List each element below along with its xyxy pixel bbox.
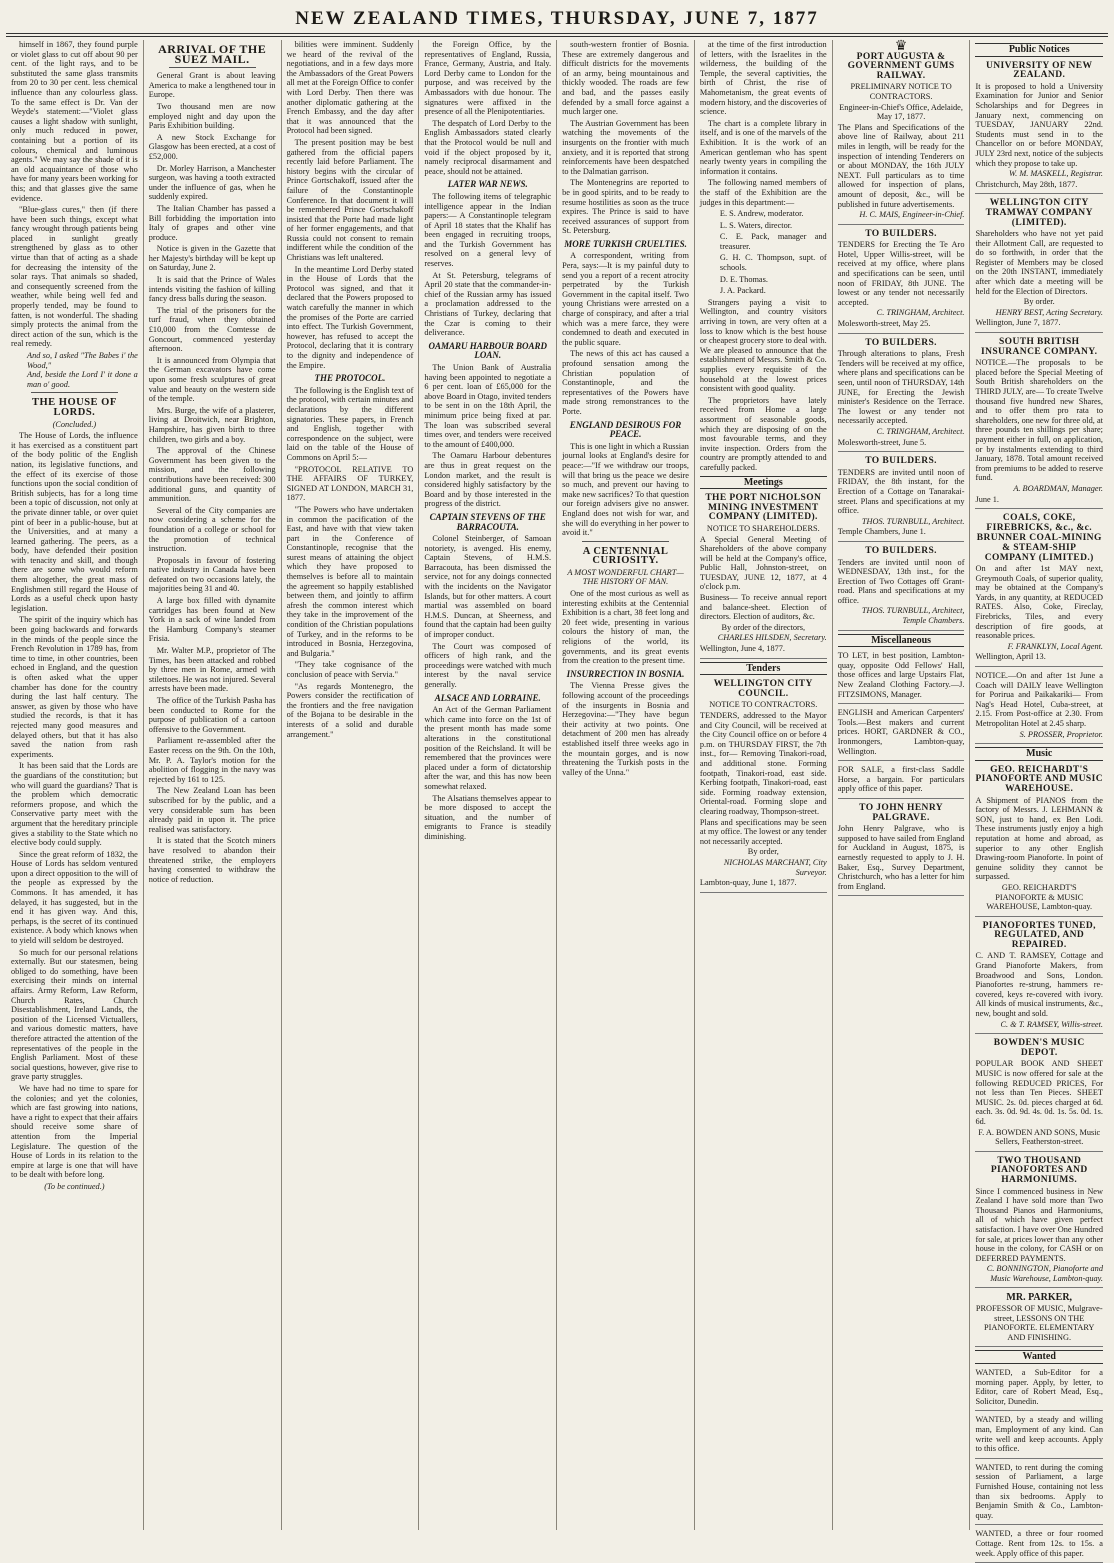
list-item: E. S. Andrew, moderator. — [719, 209, 804, 219]
ad-signature: GEO. REICHARDT'S PIANOFORTE & MUSIC WAREHOUSE, Lambton-quay. — [986, 882, 1093, 912]
article-paragraph: south-western frontier of Bosnia. These are extremely dangerous and difficult districts for the movements of an army, being mountainous and thickly wooded. The roads are few and bad, and the passes easily defended by a small force against a much larger one. — [562, 40, 689, 117]
ad-headline: TO BUILDERS. — [865, 456, 937, 467]
advertisement — [838, 544, 965, 631]
advertisement — [838, 706, 965, 761]
article-paragraph: We have had no time to spare for the colonies; and yet the colonies, which are fast growing into nations, have a right to expect that their affairs should receive some share of attention from the Imperial Legislature. The question of the House of Lords in its relation to the empire at large is one that will have to be dealt with before long. — [11, 1083, 138, 1180]
article-headline: CAPTAIN STEVENS OF THE BARRACOUTA. — [429, 511, 546, 532]
article-headline: THE HOUSE OF LORDS. — [32, 397, 117, 418]
article-paragraph: himself in 1867, they found purple or violet glass to cut off about 90 per cent. of the light rays, and to be substituted the same glass transmits from 20 to 30 per cent. less chemical influence than any colourless glass. To the same effect is Dr. Van der Weyde's statement:—"Violet glass causes a light shadow with sunlight, only much reduced in power, containing but a portion of its colours, chemical and luminous agents." We may say the shade of it is an old acquaintance of those who have for many years been working for this; and that glasses give the same evidence. — [11, 40, 138, 203]
advertisement — [838, 454, 965, 542]
ad-body: Since I commenced business in New Zealand I have sold more than Two Thousand Pianos and Harmoniums, all of which have given perfect satisfaction. I have over One Hundred for sale, at prices lower than any other house in the colony, for CASH or on DEFERRED PAYMENTS. — [975, 1186, 1103, 1263]
news-item: The New Zealand Loan has been subscribed for by the public, and a very considerable sum has been already paid in upon it. The price realised was satisfactory. — [148, 786, 276, 834]
article-paragraph: The following named members of the staff of the Exhibition are the judges in this department:— — [699, 178, 827, 207]
news-item: It is stated that the Scotch miners have resolved to abandon their threatened strike, the employers having consented to withdraw the notice of reduction. — [148, 836, 276, 884]
ad-body: It is proposed to hold a University Examination for Junior and Senior Scholarships and for Degrees in January next, commencing on TUESDAY, JANUARY 22nd. Students must send in to the Chancellor on or before MONDAY, JULY 23rd next, notice of the subjects which they propose to take up. — [975, 81, 1103, 168]
article-paragraph: Since the great reform of 1832, the House of Lords has seldom ventured upon a direct opposition to the will of the people as expressed by the Commons. It has amended, it has delayed, it has suggested, but in the end it has given way. And this, perhaps, is the secret of its continued existence. A body which knows when to yield will seldom be destroyed. — [11, 849, 138, 946]
ad-body: WANTED, by a steady and willing man, Employment of any kind. Can write well and keep accounts. Apply to this office. — [975, 1415, 1103, 1454]
advertisement — [838, 336, 965, 453]
advertisement — [700, 677, 827, 892]
ad-body: Shareholders who have not yet paid their Allotment Call, are requested to do so forthwith, in order that the Register of Members may be closed on the 20th INSTANT, immediately after which date a meeting will be held for the Election of Directors. — [975, 229, 1103, 296]
ad-headline: TO BUILDERS. — [865, 545, 937, 556]
ad-headline: MR. PARKER, — [1006, 1292, 1073, 1304]
article-paragraph: At St. Petersburg, telegrams of April 20 state that the commander-in-chief of the Russian army has issued a proclamation addressed to the Christians of Turkey, declaring that the Czar is coming to their deliverance. — [424, 270, 552, 338]
ad-body: C. AND T. RAMSEY, Cottage and Grand Pianoforte Makers, from Broadwood and Sons, London. Pianofortes re-strung, hammers re-covered, keys re-covered with ivory. All kinds of musical instruments, &c., new, bought and sold. — [975, 951, 1103, 1019]
ad-body: NOTICE.—On and after 1st June a Coach will DAILY leave Wellington for Porirua and Paikakariki— From Nag's Head Hotel, Cuba-street, at 2.15. From Post-office at 2.30. From Metropolitan Hotel at 2.45 sharp. — [975, 671, 1103, 728]
ad-date: Temple Chambers, June 1. — [837, 527, 926, 537]
news-item: It is announced from Olympia that the German excavators have come upon some fresh sculptures of great value and beauty on the western side of the temple. — [148, 355, 276, 404]
section-header-music: Music — [975, 747, 1103, 761]
advertisement — [975, 1290, 1103, 1347]
ad-signature: C. TRINGHAM, Architect. — [876, 426, 965, 436]
advertisement — [700, 491, 827, 659]
article-paragraph: bilities were imminent. Suddenly we heard of the revival of the negotiations, and in a few days more the Ambassadors of the Great Powers all met at the Foreign Office to confer with Lord Derby. Then there was another diplomatic gathering at the French Embassy, and the day after that it was announced that the Protocol had been signed. — [286, 40, 414, 136]
divider — [582, 541, 669, 542]
ad-body: The Plans and Specifications of the above line of Railway, about 211 miles in length, will be ready for the inspection of intending Tenderers on or about MONDAY, the 16th JULY NEXT. Full particulars as to time allowed for inspection of plans, amount of deposit, &c., will be published in future advertisements. — [837, 122, 965, 209]
article-paragraph: The chart is a complete library in itself, and is one of the marvels of the Exhibition. It is the work of an American gentleman who has spent nearly twenty years in compiling the information it contains. — [699, 118, 827, 176]
article-paragraph: One of the most curious as well as interesting exhibits at the Centennial Exhibition is a chart, 38 feet long and 20 feet wide, presenting in various colours the history of man, the religions of the world, its governments, and its great events from the creation to the present time. — [562, 589, 689, 666]
column-8 — [970, 40, 1108, 1558]
article-paragraph: An Act of the German Parliament which came into force on the 1st of the present month has made some alterations in the constitutional position of the Reichsland. It will be remembered that the provinces were placed under a form of dictatorship after the war, and this has now been somewhat relaxed. — [424, 705, 552, 791]
news-item: Mrs. Burge, the wife of a plasterer, living at Droitwich, near Brighton, Hampshire, has given birth to three children, two girls and a boy. — [148, 405, 276, 444]
article-paragraph: "Blue-glass cures," then (if there have been such things, except what fancy wrought through patients being placed in sunlight greatly strengthened by glass as to other virtue than that of acting as a shade for decreasing the intensity of the solar rays. That animals so shaded, and consequently screened from the weather, while being well fed and properly tended, may be found to fatten, is not wonderful. The shading simply protects the animal from the direct action of the sun, which is the real remedy. — [11, 205, 138, 349]
ad-headline: COALS, COKE, FIREBRICKS, &c., &c. — [986, 513, 1093, 533]
news-item: General Grant is about leaving America to make a lengthened tour in Europe. — [148, 71, 276, 100]
article-headline: ENGLAND DESIROUS FOR PEACE. — [569, 419, 682, 440]
ad-body: Through alterations to plans, Fresh Tenders will be received at my office, where plans and specifications can be seen, until noon of THURSDAY, 14th JUNE, for Erecting the Jewish minister's Residence on the Terrace. The lowest or any tender not necessarily accepted. — [837, 349, 965, 426]
section-header-tenders: Tenders — [700, 662, 827, 676]
section-header-meetings: Meetings — [700, 476, 827, 490]
advertisement — [838, 227, 965, 334]
advertisement — [838, 763, 965, 799]
ad-signature: CHARLES HILSDEN, Secretary. — [717, 633, 827, 643]
list-item: G. H. C. Thompson, supt. of schools. — [719, 253, 827, 273]
ad-signature: C. BONNINGTON, Pianoforte and Music Warehouse, Lambton-quay. — [986, 1264, 1103, 1283]
advertisement — [975, 1413, 1103, 1458]
ad-date: Molesworth-street, June 5. — [837, 437, 927, 447]
news-item: The trial of the prisoners for the turf fraud, when they obtained £10,000 from the Comtesse de Goncourt, commenced yesterday afternoon. — [148, 305, 276, 354]
section-header-public-notices: Public Notices — [975, 43, 1103, 57]
article-paragraph: at the time of the first introduction of letters, with the Israelites in the wilderness, the building of the Temple, the several captivities, the birth of Christ, the rise of Mahometanism, the great events of modern history, and the discoveries of science. — [699, 40, 827, 117]
ad-body: Plans and specifications may be seen at my office. The lowest or any tender not necessarily accepted. — [699, 817, 827, 846]
advertisement — [975, 763, 1103, 917]
ad-date: Molesworth-street, May 25. — [837, 319, 931, 329]
ad-body: WANTED, to rent during the coming session of Parliament, a large Furnished House, containing not less than six bedrooms. Apply to Benjamin Smith & Co., Lambton-quay. — [975, 1462, 1103, 1520]
ad-signature: C. & T. RAMSEY, Willis-street. — [1000, 1019, 1103, 1029]
ad-body: WANTED, a three or four roomed Cottage. Rent from 12s. to 15s. a week. Apply office of this paper. — [975, 1529, 1103, 1558]
advertisement — [975, 196, 1103, 333]
advertisement — [838, 801, 965, 896]
masthead-rule-double — [6, 36, 1108, 37]
ad-headline: WELLINGTON CITY TRAMWAY COMPANY (LIMITED). — [985, 198, 1093, 228]
article-subhead: A MOST WONDERFUL CHART—THE HISTORY OF MAN. — [567, 567, 684, 587]
column-7 — [833, 40, 971, 1530]
ad-body: ENGLISH and American Carpenters' Tools.—Best makers and current prices. HORT, GARDNER & CO., Ironmongers, Lambton-quay, Wellington. — [837, 708, 965, 756]
list-item: J. A. Packard. — [719, 286, 766, 296]
ad-date: Wellington, June 4, 1877. — [699, 644, 785, 654]
news-item: Notice is given in the Gazette that her Majesty's birthday will be kept up on Saturday, June 2. — [148, 244, 276, 273]
column-2 — [144, 40, 282, 1530]
ad-body: On and after 1st MAY next, Greymouth Coals, of superior quality, may be obtained at the Company's Yards, in any quantity, at REDUCED RATES. Also, Coke, Fireclay, Firebricks, Tiles, and every description of fire goods, at reasonable prices. — [975, 564, 1103, 641]
ad-order: By order of the directors, — [721, 622, 806, 632]
ad-signature: THOS. TURNBULL, Architect, Temple Chambers. — [861, 606, 965, 626]
advertisement — [975, 511, 1103, 667]
ad-headline: GEO. REICHARDT'S PIANOFORTE AND MUSIC WAREHOUSE. — [975, 764, 1103, 794]
article-paragraph: "PROTOCOL RELATIVE TO THE AFFAIRS OF TURKEY, SIGNED AT LONDON, MARCH 31, 1877. — [286, 464, 414, 503]
news-item: The approval of the Chinese Government has been given to the mission, and the following contributions have been received: 300 additional guns, and quantity of ammunition. — [148, 446, 276, 504]
section-header-wanted: Wanted — [975, 1350, 1103, 1364]
list-item: D. E. Thomas. — [719, 274, 768, 284]
advertisement — [975, 1366, 1103, 1411]
ad-body: Business— To receive annual report and balance-sheet. Election of directors. Election of auditors, &c. — [699, 593, 827, 622]
columns — [6, 39, 1108, 1558]
news-item: Dr. Morley Harrison, a Manchester surgeon, was having a tooth extracted under the influence of gas, when he suddenly expired. — [148, 163, 276, 202]
news-item: A large box filled with dynamite cartridges has been found at New York in a sack of wine landed from the Hamburg Company's steamer Frisia. — [148, 596, 276, 644]
ad-headline: TO BUILDERS. — [865, 228, 937, 239]
divider — [169, 67, 256, 68]
ad-signature: C. TRINGHAM, Architect. — [876, 308, 965, 318]
advertisement — [838, 649, 965, 704]
ad-signature: F. A. BOWDEN AND SONS, Music Sellers, Featherston-street. — [978, 1127, 1101, 1147]
ad-headline: UNIVERSITY OF NEW ZEALAND. — [986, 60, 1093, 81]
advertisement — [975, 1154, 1103, 1289]
advertisement — [975, 919, 1103, 1035]
ad-body: John Henry Palgrave, who is supposed to have sailed from England for Auckland in August, 1875, is earnestly requested to apply to J. H. Baker, Esq., Survey Department, Christchurch, who has a letter for him from England. — [837, 824, 965, 891]
ad-body: WANTED, a Sub-Editor for a morning paper. Apply, by letter, to Editor, care of Robert Mead, Esq., Solicitor, Dunedin. — [975, 1368, 1103, 1406]
ad-date: Wellington, April 13. — [975, 652, 1046, 662]
ad-signature: F. FRANKLYN, Local Agent. — [1007, 641, 1103, 651]
column-3 — [282, 40, 420, 1530]
article-paragraph: In the meantime Lord Derby stated in the House of Lords that the Protocol was signed, and that it declared that the Powers proposed to watch carefully the manner in which the promises of the Porte are carried into effect. The Turkish Government, however, has refused to accept the Protocol, declaring that it is contrary to the dignity and independence of the Empire. — [286, 264, 414, 370]
ad-headline: PORT AUGUSTA & GOVERNMENT GUMS RAILWAY. — [847, 51, 955, 81]
ad-date: June 1. — [975, 494, 999, 504]
ad-body: A Special General Meeting of Shareholders of the above company will be held at the Company's office, Public Hall, Johnston-street, on TUESDAY, JUNE 12, 1877, at 4 o'clock p.m. — [699, 534, 827, 592]
column-5 — [557, 40, 695, 1530]
masthead-rule — [6, 33, 1108, 34]
advertisement — [975, 1036, 1103, 1152]
article-paragraph: The present position may be best gathered from the official papers recently laid before Parliament. The history begins with the circular of Prince Gortschakoff, issued after the failure of the Constantinople Conference. In that document it will be remembered Prince Gortschakoff insisted that the Porte had made light of her former engagements, and that Russia could not consent to remain indifferent while the condition of the Christians was left unaltered. — [286, 137, 414, 263]
article-headline: ALSACE AND LORRAINE. — [434, 692, 541, 703]
ad-date: Lambton-quay, June 1, 1877. — [699, 878, 797, 888]
article-paragraph: The House of Lords, the influence it has exercised as a constituent part of the body politic of the English nation, its legislative functions, and the effect of its exercise of those functions upon the social condition of British subjects, has for a long time been a topic of discussion, not only at the private dinner table, or over quiet pint of beer in a public-house, but at the Universities, and at many a learned gathering. The peers, as a body, have defended their position with tenacity and skill, and though there are some who would reform them altogether, the great mass of Englishmen still regard the House of Lords as a useful check upon hasty legislation. — [11, 431, 138, 613]
ad-body: A Shipment of PIANOS from the factory of Messrs. J. LEHMANN & SON, just to hand, ex Ben Lodi. These instruments justly enjoy a high reputation at home and abroad, as superior to any other English Drawing-room Pianoforte. In point of genuine solidity they cannot be surpassed. — [975, 795, 1103, 882]
ad-subhead: NOTICE TO SHAREHOLDERS. — [706, 523, 820, 533]
article-paragraph: The Court was composed of officers of high rank, and the proceedings were watched with much interest by the naval service generally. — [424, 641, 552, 689]
judges-list — [700, 209, 827, 296]
ad-signature: NICHOLAS MARCHANT, City Surveyor. — [723, 857, 827, 877]
news-item: Parliament re-assembled after the Easter recess on the 9th. On the 10th, Mr. P. A. Taylor's motion for the abolition of flogging in the navy was rejected by 161 to 125. — [148, 736, 276, 784]
article-headline: A CENTENNIAL CURIOSITY. — [582, 545, 669, 567]
article-paragraph: Strangers paying a visit to Wellington, and country visitors arriving in town, are very often at a loss to know which is the best house or cheapest grocery store to deal with. We are pleased to announce that the establishment of Messrs. Smith & Co. supplies every requisite of the household at the lowest prices consistent with good quality. — [699, 297, 827, 394]
verse-line: And, beside the Lord I' it done a man o' good. — [27, 370, 138, 389]
article-headline: THE PROTOCOL. — [314, 373, 386, 384]
ad-subhead: NOTICE TO CONTRACTORS. — [709, 700, 818, 710]
ad-headline: TO JOHN HENRY PALGRAVE. — [859, 802, 944, 823]
news-item: Several of the City companies are now considering a scheme for the foundation of a college or school for the promotion of technical instruction. — [148, 505, 276, 554]
news-item: A new Stock Exchange for Glasgow has been erected, at a cost of £52,000. — [148, 132, 276, 161]
column-4 — [419, 40, 557, 1530]
ad-date: Christchurch, May 28th, 1877. — [975, 179, 1078, 189]
article-headline: MORE TURKISH CRUELTIES. — [564, 238, 687, 249]
article-paragraph: So much for our personal relations externally. But our statesmen, being obliged to do something, have been exercising their minds on internal affairs. Army Reform, Law Reform, Church Rates, Church Disestablishment, Ireland Lands, the position of the Licensed Victuallers, and various domestic matters, have therefore attracted the attention of the representatives of the people in the English Parliament. Most of these social questions, however, give rise to grave party struggles. — [11, 947, 138, 1082]
divider — [31, 392, 118, 393]
ad-body: Tenders are invited until noon of WEDNESDAY, 13th inst., for the Erection of Two Cottages off Grant-road. Plans and specifications at my office. — [837, 557, 965, 605]
article-paragraph: The Montenegrins are reported to be in good spirits, and to be ready to resume hostilities as soon as the truce expires. The Prince is said to have received assurances of support from St. Petersburg. — [562, 178, 689, 236]
article-paragraph: The following is the English text of the protocol, with certain minutes and declarations by the different signatories. These papers, in French and English, together with correspondence on the subject, were laid on the table of the House of Commons on April 5:— — [286, 385, 414, 462]
continued-note: (To be continued.) — [44, 1181, 105, 1191]
ad-headline: SOUTH BRITISH INSURANCE COMPANY. — [980, 337, 1098, 357]
news-item: The office of the Turkish Pasha has been conducted to Rome for the purpose of publication of a cartoon offensive to the Government. — [148, 696, 276, 734]
article-headline: LATER WAR NEWS. — [447, 179, 528, 190]
ad-order: By order. — [1023, 297, 1055, 307]
coat-of-arms-icon: ♛ — [894, 39, 908, 54]
column-1 — [6, 40, 144, 1530]
ad-body: TO LET, in best position, Lambton-quay, opposite Odd Fellows' Hall, those offices and large Upstairs Flat, New Zealand Clothing Factory.—J. FITZSIMONS, Manager. — [837, 651, 965, 699]
verse-line: And so, I asked "The Babes i' the Wood," — [27, 351, 138, 370]
ad-signature: THOS. TURNBULL, Architect. — [861, 516, 965, 526]
ad-signature: HENRY BEST, Acting Secretary. — [995, 307, 1103, 317]
news-item: It is said that the Prince of Wales intends visiting the fashion of killing fancy dress balls during the season. — [148, 275, 276, 304]
article-headline: OAMARU HARBOUR BOARD LOAN. — [428, 340, 547, 361]
article-paragraph: "As regards Montenegro, the Powers consider the rectification of the frontiers and the free navigation of the Bojana to be desirable in the interests of a solid and durable arrangement." — [286, 681, 414, 739]
article-headline: ARRIVAL OF THE SUEZ MAIL. — [158, 42, 267, 66]
article-paragraph: This is one light in which a Russian journal looks at England's desire for peace:—"If we withdraw our troops, will that bring us the peace we desire so much, and prevent our having to make new sacrifices? To that question our foreign advisers give no answer. England does not wish for war, and she will do everything in her power to avoid it." — [562, 441, 689, 538]
article-subhead: (Concluded.) — [52, 419, 97, 429]
article-paragraph: The following items of telegraphic intelligence appear in the Indian papers:— A Constantinople telegram of April 18 states that the Khalif has been engaged in recruiting troops, and the Turkish Government has resolved on a general levy of reserves. — [424, 191, 552, 269]
ad-date: Wellington, June 7, 1877. — [975, 318, 1061, 328]
article-paragraph: The news of this act has caused a profound sensation among the Christian population of Constantinople, and the representatives of the Powers have made strong remonstrances to the Porte. — [562, 349, 689, 416]
ad-headline: WELLINGTON CITY COUNCIL. — [713, 679, 813, 699]
ad-order: By order, — [747, 847, 779, 857]
ad-headline: TWO THOUSAND PIANOFORTES AND HARMONIUMS. — [990, 1155, 1088, 1185]
ad-body: NOTICE.—The proposals to be placed before the Special Meeting of South British shareholders on the THIRD JULY, are— To create Twelve thousand five hundred new Shares, and to offer them pro rata to shareholders, one new for three old, at three pounds ten shillings per share; payment either in full, on application, or by instalments extending to third January, 1878. Total amount received from premiums to be added to reserve fund. — [975, 358, 1103, 483]
list-item: L. S. Waters, director. — [719, 220, 793, 230]
article-paragraph: The proprietors have lately received from Home a large assortment of seasonable goods, which they are disposing of on the most favourable terms, and they invite inspection. Orders from the country are promptly attended to and carefully packed. — [699, 395, 827, 472]
advertisement — [975, 1527, 1103, 1563]
advertisement — [975, 1461, 1103, 1526]
article-paragraph: the Foreign Office, by the representatives of England, Russia, France, Germany, Austria, and Italy. Lord Derby came to London for the purpose, and was received by the Ambassadors with due honour. The signatures were affixed in the presence of all the Plenipotentiaries. — [424, 40, 552, 117]
ad-subhead: PROFESSOR OF MUSIC, Mulgrave-street, LESSONS ON THE PIANOFORTE. ELEMENTARY AND FINISHING. — [975, 1304, 1103, 1342]
news-item: The Italian Chamber has passed a Bill forbidding the importation into Italy of grapes and other vine produce. — [148, 203, 276, 242]
masthead: NEW ZEALAND TIMES, THURSDAY, JUNE 7, 1877 — [295, 8, 819, 29]
ad-subhead: PRELIMINARY NOTICE TO CONTRACTORS. — [850, 82, 952, 101]
article-paragraph: The Vienna Presse gives the following account of the proceedings of the insurgents in Bosnia and Herzegovina:—"They have begun their activity at two points. One detachment of 200 men has already established itself three weeks ago in the mountain gorges, and is now threatening the Turkish posts in the valley of the Unna." — [562, 681, 689, 777]
ad-body: POPULAR BOOK AND SHEET MUSIC is now offered for sale at the following REDUCED PRICES, For not less than Ten Pieces. SHEET MUSIC. 2s. 0d. pieces charged at 6d. each. 3s. 0d. 9d. 4s. 0d. 1s. 5s. 0d. 1s. 6d. — [975, 1059, 1103, 1126]
ad-signature: A. BOARDMAN, Manager. — [1013, 483, 1103, 493]
ad-body: FOR SALE, a first-class Saddle Horse, a bargain. For particulars apply office of this paper. — [837, 765, 965, 794]
article-paragraph: The Oamaru Harbour debentures are thus in great request on the London market, and the result is considered highly satisfactory by the Board and by those interested in the progress of the district. — [424, 451, 552, 509]
article-paragraph: It has been said that the Lords are the guardians of the constitution; but who will guard the guardians? That is the problem which democratic reformers propose, and which the Conservative party meet with the argument that the hereditary principle gives a stability to the State which no elective body could supply. — [11, 761, 138, 848]
article-paragraph: Colonel Steinberger, of Samoan notoriety, is avenged. His enemy, Captain Stevens, of H.M.S. Barracouta, has been dismissed the service, not for any doings connected with the incidents on the Navigator Islands, but for other matters. A court martial was assembled on board H.M.S. Duncan, at Sheerness, and found that the captain had been guilty of improper conduct. — [424, 534, 552, 640]
ad-body: TENDERS, addressed to the Mayor and City Council, will be received at the City Council office on or before 4 p.m. on THURSDAY FIRST, the 7th inst., for— Removing Tinakori-road, and additional stone. Forming footpath, Tinakori-road, east side. Kerbing footpath, Tinakori-road, east side. Forming roadway extension, Oriental-road. Forming slope and clearing roadway, Thompson-street. — [699, 711, 827, 816]
article-paragraph: A correspondent, writing from Pera, says:—It is my painful duty to send you a report of a recent atrocity perpetrated by the Turkish Government in the capital itself. Two young Christians were arrested on a charge of conspiracy, and after a trial which was a mere farce, they were condemned to death and executed in the public square. — [562, 251, 689, 347]
article-paragraph: The Union Bank of Australia having been appointed to negotiate a 6 per cent. loan of £65,000 for the above Board in Otago, invited tenders to be sent in on the 18th April, the minimum price being fixed at par. The loan was subscribed several times over, and tenders were received to the amount of £400,000. — [424, 363, 552, 449]
ad-headline: TO BUILDERS. — [865, 337, 937, 348]
article-paragraph: "They take cognisance of the conclusion of peace with Servia." — [286, 660, 414, 679]
article-paragraph: The despatch of Lord Derby to the English Ambassadors stated clearly that the Protocol would be null and void if the object proposed by it, namely reciprocal disarmament and peace, should not be attained. — [424, 118, 552, 176]
article-headline: INSURRECTION IN BOSNIA. — [566, 668, 685, 679]
ad-headline: BRUNNER COAL-MINING & STEAM-SHIP COMPANY (LIMITED.) — [976, 533, 1102, 563]
ad-signature: H. C. MAIS, Engineer-in-Chief. — [859, 210, 965, 220]
ad-headline: THE PORT NICHOLSON MINING INVESTMENT COMPANY (LIMITED). — [705, 493, 822, 523]
article-paragraph: The Austrian Government has been watching the movements of the insurgents on the frontier with much anxiety, and it is reported that strong reinforcements have been despatched to the Dalmatian garrison. — [562, 118, 689, 176]
news-item: Two thousand men are now employed night and day upon the Paris Exhibition building. — [148, 101, 276, 131]
advertisement — [975, 59, 1103, 195]
ad-body: TENDERS are invited until noon of FRIDAY, the 8th instant, for the Erection of a Cottage on Tanarakai-street. Plans and specifications at my office. — [837, 467, 965, 516]
list-item: C. E. Pack, manager and treasurer. — [719, 232, 827, 251]
section-header-miscellaneous: Miscellaneous — [838, 634, 965, 648]
column-6 — [695, 40, 833, 1530]
ad-body: TENDERS for Erecting the Te Aro Hotel, Upper Willis-street, will be received at my office, where plans and specifications can be seen, until noon of FRIDAY, 8th JUNE. The lowest or any tender not necessarily accepted. — [837, 240, 965, 307]
ad-signature: S. PROSSER, Proprietor. — [1019, 729, 1103, 739]
article-paragraph: The spirit of the inquiry which has been going backwards and forwards in the minds of the people since the French Revolution in 1789 has, from time to time, in other countries, been echoed in England, and the question is often asked what the upper chamber has done for the country during the last half century. The answer, as given by those who have studied the records, is that it has rejected many good measures and delayed others, but that it has also saved the nation from rash experiments. — [11, 615, 138, 759]
article-paragraph: "The Powers who have undertaken in common the pacification of the East, and have with that view taken part in the Conference of Constantinople, recognise that the surest means of attaining the object which they have proposed to themselves is before all to maintain the agreement so happily established between them, and jointly to affirm afresh the common interest which they take in the improvement of the condition of the Christian populations of Turkey, and in the reforms to be introduced in Bosnia, Herzegovina, and Bulgaria." — [286, 504, 414, 658]
advertisement — [838, 40, 965, 225]
ad-signature: W. M. MASKELL, Registrar. — [1009, 169, 1103, 179]
news-item: Proposals in favour of fostering native industry in Canada have been defeated on two occasions lately, the majorities being 31 and 40. — [148, 555, 276, 594]
article-paragraph: The Alsatians themselves appear to be more disposed to accept the situation, and the number of emigrants to France is steadily diminishing. — [424, 793, 552, 841]
ad-headline: PIANOFORTES TUNED, REGULATED, AND REPAIRED. — [982, 920, 1096, 950]
advertisement — [975, 669, 1103, 744]
advertisement — [975, 335, 1103, 509]
news-item: Mr. Walter M.P., proprietor of The Times, has been attacked and robbed by three men in Rome, armed with stilettoes. He was not injured. Several arrests have been made. — [148, 646, 276, 694]
ad-headline: BOWDEN'S MUSIC DEPOT. — [993, 1038, 1085, 1058]
ad-office: Engineer-in-Chief's Office, Adelaide, May 17, 1877. — [839, 102, 963, 122]
